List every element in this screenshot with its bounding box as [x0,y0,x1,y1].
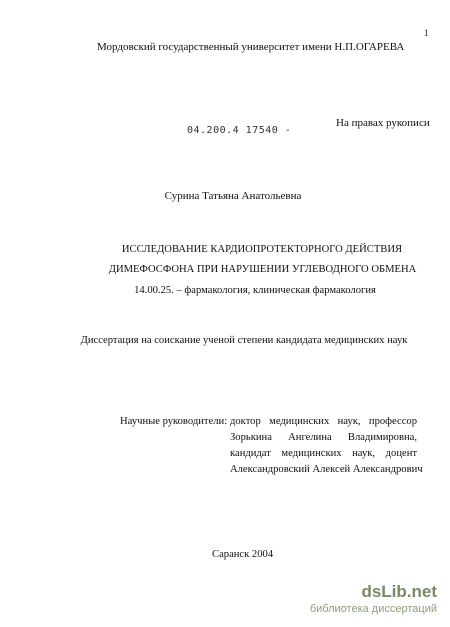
supervisor-line: Зорькина Ангелина Владимировна, [230,432,417,443]
supervisor-line: доктор медицинских наук, профессор [230,416,417,427]
dissertation-type: Диссертация на соискание ученой степени кандидата медицинских наук [80,335,408,346]
watermark-logo: dsLib.net [361,582,437,601]
supervisors-label: Научные руководители: [120,416,228,427]
author-name: Сурина Татьяна Анатольевна [164,190,302,202]
watermark-subtitle: библиотека диссертаций [309,603,437,615]
supervisor-line: Александровский Алексей Александрович [230,464,423,475]
specialty-code: 14.00.25. – фармакология, клиническая фармакология [134,285,376,296]
archive-stamp: 04.200.4 17540 - [187,125,292,136]
page-number: 1 [424,28,429,38]
supervisor-line: кандидат медицинских наук, доцент [230,448,417,459]
rights-note: На правах рукописи [336,117,430,129]
watermark [309,582,445,622]
city-year: Саранск 2004 [212,549,274,560]
title-line-2: ДИМЕФОСФОНА ПРИ НАРУШЕНИИ УГЛЕВОДНОГО ОБМЕНА [108,264,417,275]
university-name: Мордовский государственный университет имени Н.П.ОГАРЕВА [97,41,405,53]
title-line-1: ИССЛЕДОВАНИЕ КАРДИОПРОТЕКТОРНОГО ДЕЙСТВИЯ [121,244,403,255]
